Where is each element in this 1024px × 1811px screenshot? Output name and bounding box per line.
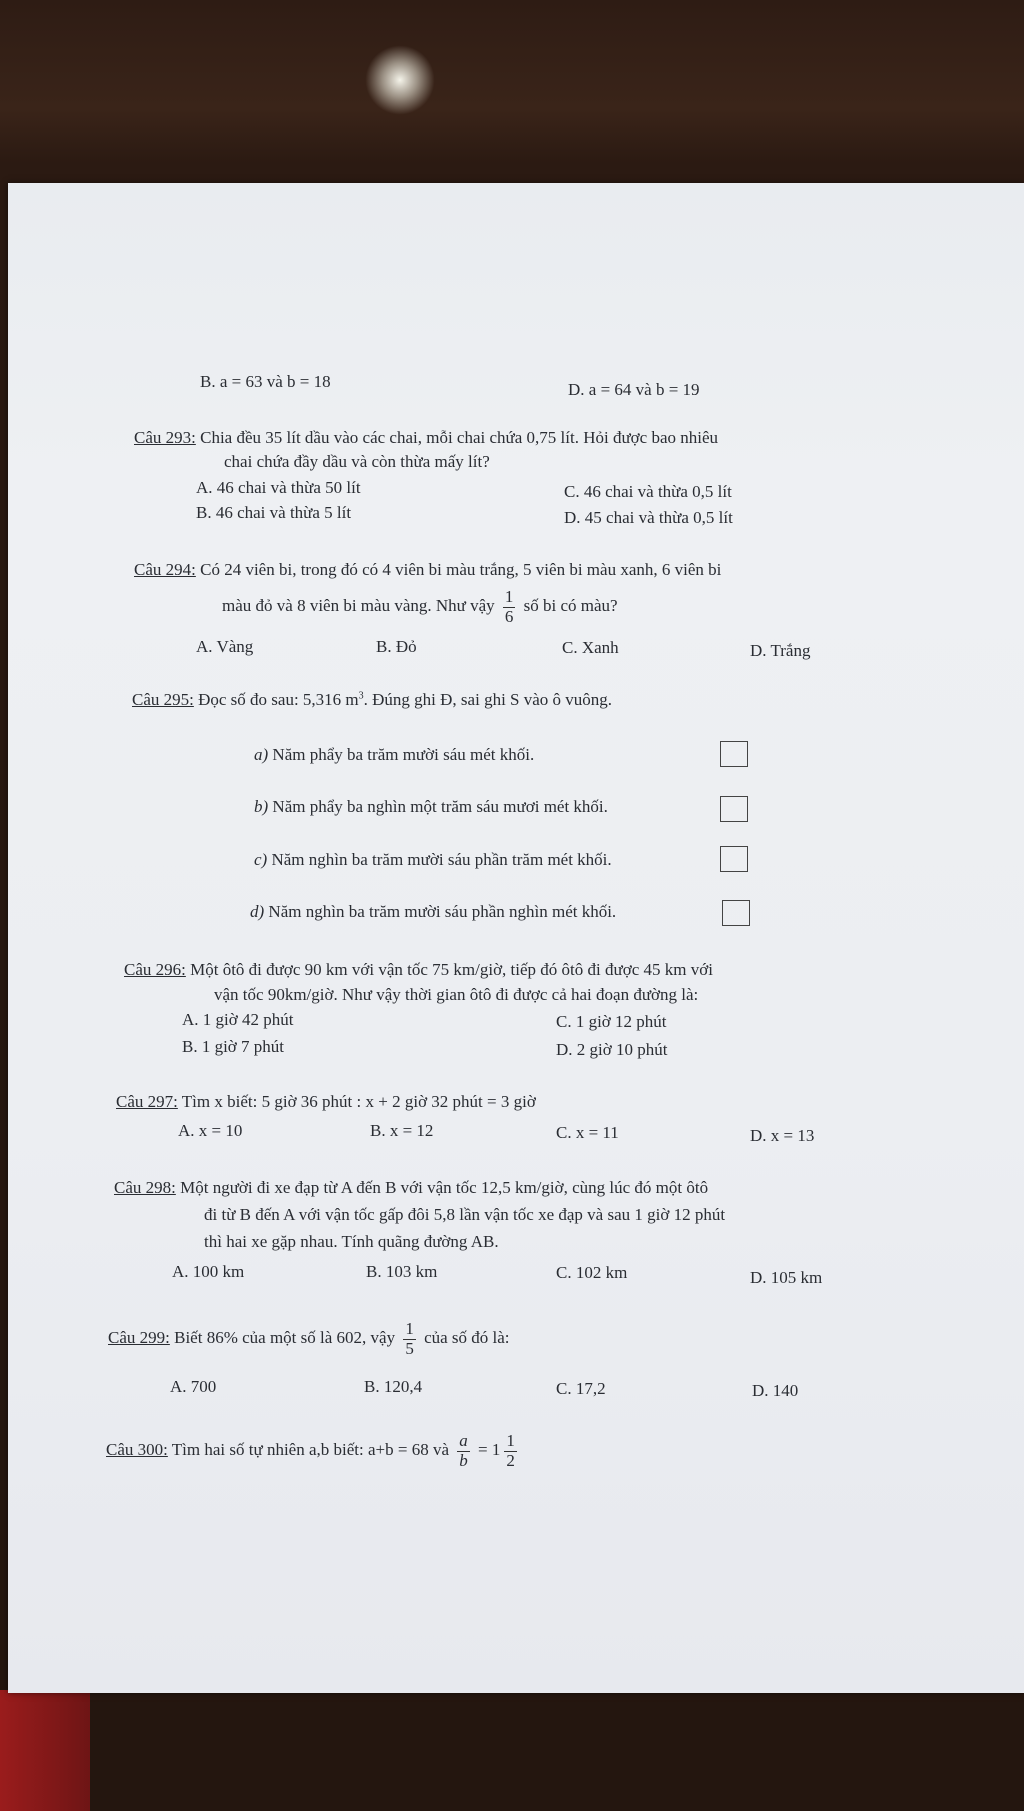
q295-c-text: Năm nghìn ba trăm mười sáu phần trăm mét khối. [267,850,612,869]
q300-line1 [106,1432,521,1470]
q294-option-d: D. Trắng [750,641,811,660]
q295-statement-b [254,797,608,817]
q293-line2: chai chứa đầy dầu và còn thừa mấy lít? [224,452,490,471]
q295-statement-d [250,902,616,922]
q296-text1: Một ôtô đi được 90 km với vận tốc 75 km/giờ, tiếp đó ôtô đi được 45 km với [185,960,713,979]
camera-glare [365,45,435,115]
q299-fraction [403,1320,416,1358]
background-object [0,1690,90,1811]
q297-option-c: C. x = 11 [556,1123,619,1142]
q300-fraction [457,1432,470,1470]
q297-option-d: D. x = 13 [750,1126,815,1145]
q299-option-c: C. 17,2 [556,1379,606,1398]
q297-option-b: B. x = 12 [370,1121,434,1140]
q298-text1: Một người đi xe đạp từ A đến B với vận tốc 12,5 km/giờ, cùng lúc đó một ôtô [175,1178,709,1197]
q296-line2: vận tốc 90km/giờ. Như vậy thời gian ôtô đi được cả hai đoạn đường là: [214,985,699,1004]
q298-option-d: D. 105 km [750,1268,823,1287]
q298-line3: thì hai xe gặp nhau. Tính quãng đường AB. [204,1232,499,1251]
q297-option-a: A. x = 10 [178,1121,243,1140]
q295-answer-box-b[interactable] [720,796,748,822]
q298-option-a: A. 100 km [172,1262,245,1281]
q295-text-a: Đọc số đo sau: 5,316 m [193,690,359,709]
q295-b-text: Năm phẩy ba nghìn một trăm sáu mươi mét khối. [268,797,608,816]
q294-option-c: C. Xanh [562,638,619,657]
q294-option-a: A. Vàng [196,637,254,656]
q295-answer-box-d[interactable] [722,900,750,926]
q300-frac-den: b [459,1450,468,1470]
q295-a-text: Năm phẩy ba trăm mười sáu mét khối. [268,745,535,764]
q299-text-b: của số đó là: [424,1328,510,1348]
q292-option-b: B. a = 63 và b = 18 [200,372,331,391]
q296-option-d: D. 2 giờ 10 phút [556,1040,668,1059]
q295-answer-box-c[interactable] [720,846,748,872]
q299-option-d: D. 140 [752,1381,799,1400]
q294-option-b: B. Đỏ [376,637,417,656]
q299-frac-den: 5 [405,1338,414,1358]
q297-line1 [116,1092,536,1112]
q295-statement-c [254,850,612,870]
q298-line2: đi từ B đến A với vận tốc gấp đôi 5,8 lần vận tốc xe đạp và sau 1 giờ 12 phút [204,1205,726,1224]
q293-option-a: A. 46 chai và thừa 50 lít [196,478,361,497]
q295-d-letter: d) [250,902,265,921]
q300-mixed-den: 2 [506,1450,515,1470]
q299-frac-num: 1 [405,1319,414,1338]
q295-c-letter: c) [254,850,268,869]
q293-text1: Chia đều 35 lít dầu vào các chai, mỗi chai chứa 0,75 lít. Hỏi được bao nhiêu [195,428,719,447]
q300-frac-num: a [459,1431,468,1450]
q299-label: Câu 299: [108,1328,170,1348]
q298-line1 [114,1178,708,1198]
q293-option-d: D. 45 chai và thừa 0,5 lít [564,508,733,527]
q298-option-c: C. 102 km [556,1263,628,1282]
q294-line2 [222,588,618,626]
q295-sup: 3 [358,690,364,702]
q293-option-b: B. 46 chai và thừa 5 lít [196,503,352,522]
q296-option-c: C. 1 giờ 12 phút [556,1012,667,1031]
q294-text1: Có 24 viên bi, trong đó có 4 viên bi màu trắng, 5 viên bi màu xanh, 6 viên bi [195,560,722,579]
q293-label: Câu 293: [134,428,196,447]
q294-text2b: số bi có màu? [523,596,618,616]
q294-label: Câu 294: [134,560,196,579]
q296-option-b: B. 1 giờ 7 phút [182,1037,285,1056]
q297-label: Câu 297: [116,1092,178,1111]
q295-line1 [132,690,612,710]
q295-d-text: Năm nghìn ba trăm mười sáu phần nghìn mét khối. [264,902,617,921]
q298-label: Câu 298: [114,1178,176,1197]
q295-statement-a [254,745,534,765]
q294-line1 [134,560,721,580]
q294-text2a: màu đỏ và 8 viên bi màu vàng. Như vậy [222,596,495,616]
q295-label: Câu 295: [132,690,194,709]
q297-text1: Tìm x biết: 5 giờ 36 phút : x + 2 giờ 32 phút = 3 giờ [177,1092,536,1111]
q296-line1 [124,960,713,980]
q299-line1 [108,1320,510,1358]
q292-option-d: D. a = 64 và b = 19 [568,380,700,399]
q300-text-a: Tìm hai số tự nhiên a,b biết: a+b = 68 và [167,1440,449,1460]
q299-text-a: Biết 86% của một số là 602, vậy [169,1328,396,1348]
q295-text-b: . Đúng ghi Đ, sai ghi S vào ô vuông. [363,690,613,709]
q299-option-a: A. 700 [170,1377,217,1396]
q296-option-a: A. 1 giờ 42 phút [182,1010,294,1029]
q300-mixed-fraction [504,1432,517,1470]
q295-b-letter: b) [254,797,269,816]
q300-label: Câu 300: [106,1440,168,1460]
q293-line1 [134,428,718,448]
q295-answer-box-a[interactable] [720,741,748,767]
q295-a-letter: a) [254,745,269,764]
q294-frac-num: 1 [504,587,514,606]
q296-label: Câu 296: [124,960,186,979]
q300-eq: = 1 [478,1440,501,1460]
q298-option-b: B. 103 km [366,1262,438,1281]
q294-frac-den: 6 [504,606,514,626]
q294-fraction [503,588,516,626]
q293-option-c: C. 46 chai và thừa 0,5 lít [564,482,732,501]
q300-mixed-num: 1 [506,1431,515,1450]
q299-option-b: B. 120,4 [364,1377,423,1396]
